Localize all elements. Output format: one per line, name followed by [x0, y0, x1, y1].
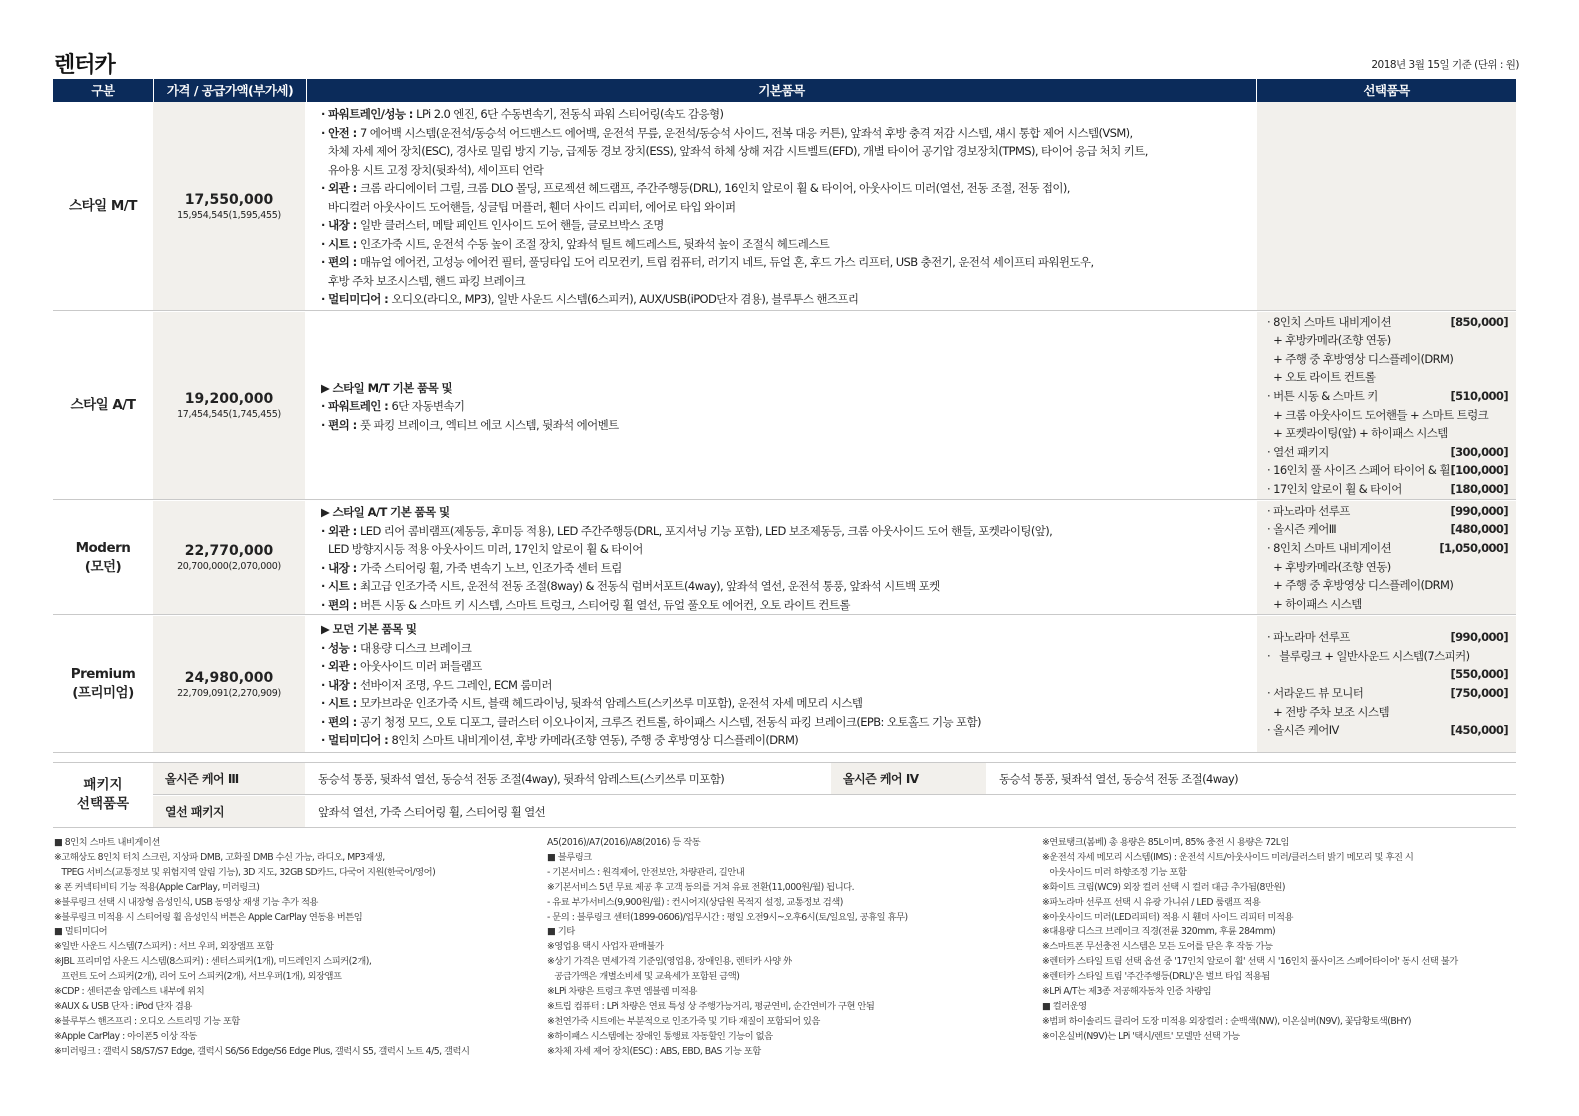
option-price: [990,000] [1450, 630, 1508, 645]
trim-name [53, 501, 153, 614]
care3-name: 올시즌 케어 Ⅲ [153, 763, 305, 794]
basic-item-text: 최고급 인조가죽 시트, 운전석 전동 조절(8way) & 전동식 럼버서포트(4way), 앞좌석 열선, 운전석 통풍, 앞좌석 시트백 포켓 [360, 579, 940, 593]
price-cell [153, 312, 305, 499]
note-line: ■ 컬러운영 [1042, 1000, 1087, 1012]
basic-item [321, 253, 1256, 272]
note-line: ※미러링크 : 갤럭시 S8/S7/S7 Edge, 갤럭시 S6/S6 Edge/S6 Edge Plus, 갤럭시 S5, 갤럭시 노트 4/5, 갤럭시 [54, 1045, 470, 1057]
note-line: ※천연가죽 시트에는 부분적으로 인조가죽 및 기타 재질이 포함되어 있음 [547, 1015, 820, 1027]
basic-item-text: 버튼 시동 & 스마트 키 시스템, 스마트 트렁크, 스티어링 휠 열선, 듀얼 풀오토 에어컨, 오토 라이트 컨트롤 [360, 597, 850, 612]
basic-item [321, 503, 1256, 522]
supply-value: 20,700,000(2,070,000) [177, 561, 281, 572]
option-name: · 파노라마 선루프 [1267, 630, 1350, 645]
care3-desc: 동승석 통풍, 뒷좌석 열선, 동승석 전동 조절(4way), 뒷좌석 암레스트(스키쓰루 미포함) [318, 771, 725, 786]
option-item [1267, 368, 1508, 387]
basic-item-label: · 편의 : [321, 255, 360, 270]
basic-item-text: 대용량 디스크 브레이크 [360, 640, 472, 655]
basic-item-text: LPi 2.0 엔진, 6단 수동변속기, 전동식 파워 스티어링(속도 감응형) [416, 107, 724, 122]
basic-item-label: · 멀티미디어 : [321, 733, 392, 748]
option-item [1267, 520, 1508, 539]
basic-item-text: 7 에어백 시스템(운전석/동승석 어드밴스드 에어백, 운전석 무릎, 운전석/동승석 사이드, 전복 대응 커튼), 앞좌석 후방 충격 저감 시스템, 섀시 통합 제어 시스템(VSM), [360, 125, 1133, 140]
option-item [1267, 684, 1508, 703]
option-item [1267, 406, 1508, 425]
basic-item-label: · 외관 : [321, 659, 360, 674]
heat-desc: 앞좌석 열선, 가죽 스티어링 휠, 스티어링 휠 열선 [318, 804, 546, 819]
basic-item-label: ▶ 스타일 M/T 기본 품목 및 [321, 380, 453, 395]
option-item [1267, 576, 1508, 595]
note-line: ※JBL 프리미엄 사운드 시스템(8스피커) : 센터스피커(1개), 미드레인지 스피커(2개), [54, 956, 372, 968]
page-title: 렌터카 [54, 53, 115, 78]
option-name: · 8인치 스마트 내비게이션 [1267, 540, 1392, 555]
supply-value: 15,954,545(1,595,455) [177, 209, 281, 221]
note-line: A5(2016)/A7(2016)/A8(2016) 등 작동 [547, 837, 701, 848]
supply-value: 22,709,091(2,270,909) [177, 687, 281, 699]
option-name: + 주행 중 후방영상 디스플레이(DRM) [1267, 578, 1454, 593]
basic-item [321, 540, 1256, 559]
basic-items [306, 102, 1256, 310]
note-line: ※범퍼 하이솔리드 클리어 도장 미적용 외장컬러 : 순백색(NW), 이온실버(N9V), 꽃담황토색(BHY) [1042, 1015, 1412, 1027]
package-row-heat [153, 796, 1516, 827]
basic-item [321, 657, 1256, 676]
basic-item-label: · 편의 : [321, 417, 360, 432]
basic-item [321, 713, 1256, 732]
note-line: ※Apple CarPlay : 아이폰5 이상 작동 [54, 1030, 197, 1042]
package-row-care [153, 763, 1516, 795]
table-row [53, 312, 1516, 500]
option-name: · 버튼 시동 & 스마트 키 [1267, 388, 1378, 403]
notes-column-3 [1042, 836, 1458, 1045]
option-price: [100,000] [1450, 463, 1508, 478]
table-row [53, 501, 1516, 615]
note-line: ※AUX & USB 단자 : iPod 단자 겸용 [54, 1000, 192, 1012]
basic-item-label: ▶ 스타일 A/T 기본 품목 및 [321, 505, 450, 519]
basic-item-label: · 멀티미디어 : [321, 292, 392, 307]
price-value: 22,770,000 [184, 543, 274, 559]
basic-item-text: 오디오(라디오, MP3), 일반 사운드 시스템(6스피커), AUX/USB(iPOD단자 겸용), 블루투스 핸즈프리 [391, 292, 859, 307]
basic-item-text: 6단 자동변속기 [391, 399, 465, 414]
header-basic: 기본품목 [758, 83, 805, 98]
basic-item-text: 모카브라운 인조가죽 시트, 블랙 헤드라이닝, 뒷좌석 암레스트(스키쓰루 미포함), 운전석 자세 메모리 시스템 [360, 696, 863, 711]
basic-item [321, 198, 1256, 217]
trim-name [53, 102, 153, 310]
basic-item-text: LED 방향지시등 적용 아웃사이드 미러, 17인치 알로이 휠 & 타이어 [328, 542, 643, 556]
option-item [1267, 350, 1508, 369]
basic-item-label: · 편의 : [321, 597, 360, 612]
basic-item [321, 397, 1256, 416]
option-name: · 16인치 풀 사이즈 스페어 타이어 & 휠 [1267, 463, 1450, 478]
basic-item-text: 공기 청정 모드, 오토 디포그, 클러스터 이오나이저, 크루즈 컨트롤, 하이패스 시스템, 전동식 파킹 브레이크(EPB: 오토홀드 기능 포함) [360, 714, 981, 729]
basic-item [321, 596, 1256, 615]
basic-item [321, 216, 1256, 235]
option-name: + 주행 중 후방영상 디스플레이(DRM) [1267, 351, 1454, 366]
note-line: 프런트 도어 스피커(2개), 리어 도어 스피커(2개), 서브우퍼(1개), 외장앰프 [54, 971, 342, 983]
note-line: TPEG 서비스(교통정보 및 위험지역 알림 기능), 3D 지도, 32GB SD카드, 다국어 지원(한국어/영어) [54, 866, 436, 878]
option-name: · 파노라마 선루프 [1267, 503, 1350, 518]
table-row [53, 616, 1516, 753]
option-item [1267, 703, 1508, 722]
basic-items [306, 616, 1256, 752]
package-label [53, 763, 153, 827]
basic-item-label: ▶ 모던 기본 품목 및 [321, 622, 417, 637]
basic-item-label: · 파워트레인/성능 : [321, 107, 417, 122]
basic-item [321, 105, 1256, 124]
option-item [1267, 558, 1508, 577]
basic-item-label: · 편의 : [321, 714, 360, 729]
basic-item-text: 풋 파킹 브레이크, 엑티브 에코 시스템, 뒷좌석 에어벤트 [360, 417, 619, 432]
note-line: ■ 멀티미디어 [54, 926, 108, 938]
price-cell [153, 102, 305, 310]
basic-item-text: 차체 자세 제어 장치(ESC), 경사로 밀림 방지 기능, 급제동 경보 장치(ESS), 앞좌석 하체 상해 저감 시트벨트(EFD), 개별 타이어 공기압 경보장치(TPMS), 타이어 응급 처치 키트, [328, 144, 1148, 159]
basic-items [306, 501, 1256, 614]
basic-item [321, 676, 1256, 695]
option-item [1267, 443, 1508, 462]
note-line: ※렌터카 스타일 트림 '주간주행등(DRL)'은 벌브 타입 적용됨 [1042, 971, 1270, 983]
option-item [1267, 480, 1508, 499]
note-line: ※기본서비스 5년 무료 제공 후 고객 동의를 거쳐 유료 전환(11,000원/월) 됩니다. [547, 881, 855, 893]
basic-item [321, 577, 1256, 596]
basic-item-label: · 시트 : [321, 579, 360, 593]
option-name: · 올시즌 케어Ⅳ [1267, 723, 1339, 738]
option-price: [480,000] [1450, 522, 1508, 537]
basic-item-text: 가죽 스티어링 휠, 가죽 변속기 노브, 인조가죽 센터 트림 [360, 560, 622, 575]
table-header [53, 79, 1516, 102]
basic-item-text: 후방 주차 보조시스템, 핸드 파킹 브레이크 [328, 273, 525, 288]
option-item [1267, 665, 1508, 684]
option-price: [1,050,000] [1439, 540, 1508, 555]
note-line: ※렌터카 스타일 트림 선택 옵션 중 '17인치 알로이 휠' 선택 시 '16인치 풀사이즈 스페어타이어' 동시 선택 불가 [1042, 956, 1458, 968]
price-cell [153, 616, 305, 752]
basic-item [321, 416, 1256, 435]
notes-column-2 [547, 836, 908, 1060]
basic-item-label: · 시트 : [321, 696, 360, 711]
package-section [53, 762, 1516, 828]
note-line: ※LPi A/T는 제3종 저공해자동차 인증 차량임 [1042, 986, 1212, 998]
date-note: 2018년 3월 15일 기준 (단위 : 원) [1371, 59, 1519, 71]
note-line: ※블루투스 핸즈프리 : 오디오 스트리밍 기능 포함 [54, 1015, 240, 1027]
basic-item-label: · 내장 : [321, 560, 360, 575]
note-line: ※상기 가격은 면세가격 기준임(영업용, 장애인용, 렌터카 사양 外 [547, 956, 792, 968]
note-line: ※트립 컴퓨터 : LPi 차량은 연료 특성 상 주행가능거리, 평균연비, 순간연비가 구현 안됨 [547, 1000, 875, 1012]
option-items [1257, 501, 1516, 614]
basic-item-text: LED 리어 콤비램프(제동등, 후미등 적용), LED 주간주행등(DRL, 포지셔닝 기능 포함), LED 보조제동등, 크롬 아웃사이드 도어 핸들, 포켓라이팅(앞), [360, 523, 1053, 538]
option-item [1267, 628, 1508, 647]
basic-item [321, 639, 1256, 658]
note-line: - 유료 부가서비스(9,900원/월) : 컨시어지(상담원 목적지 설정, 교통정보 검색) [547, 896, 843, 908]
note-line: 아웃사이드 미러 하향조정 기능 포함 [1042, 866, 1187, 878]
option-price: [550,000] [1450, 667, 1508, 682]
basic-item-label: · 안전 : [321, 125, 360, 140]
trim-name [53, 616, 153, 752]
header-options: 선택품목 [1363, 83, 1410, 98]
note-line: ※고해상도 8인치 터치 스크린, 지상파 DMB, 고화질 DMB 수신 가능, 라디오, MP3재생, [54, 851, 385, 863]
basic-item-label: · 파워트레인 : [321, 399, 392, 414]
option-price: [750,000] [1450, 686, 1508, 700]
note-line: ※하이패스 시스템에는 장애인 통행료 자동할인 기능이 없음 [547, 1030, 773, 1042]
option-name: · 8인치 스마트 내비게이션 [1267, 314, 1392, 329]
option-price: [450,000] [1450, 723, 1508, 738]
package-label-line: 패키지 [83, 777, 123, 793]
heat-name: 열선 패키지 [153, 796, 305, 827]
basic-item [321, 235, 1256, 254]
note-line: ※대용량 디스크 브레이크 직경(전륜 320mm, 후륜 284mm) [1042, 926, 1276, 938]
option-name: + 하이패스 시스템 [1267, 596, 1362, 611]
note-line: ※이온실버(N9V)는 LPi '택시/렌트' 모델만 선택 가능 [1042, 1030, 1240, 1042]
option-item [1267, 424, 1508, 443]
trim-name [53, 312, 153, 499]
option-items [1257, 616, 1516, 752]
option-item [1267, 502, 1508, 521]
price-value: 19,200,000 [184, 391, 274, 407]
note-line: ※블루링크 선택 시 내장형 음성인식, USB 동영상 재생 기능 추가 적용 [54, 896, 318, 908]
option-name: · 서라운드 뷰 모니터 [1267, 686, 1364, 700]
basic-item [321, 142, 1256, 161]
note-line: ※LPi 차량은 트렁크 후면 엠블렘 미적용 [547, 986, 697, 998]
option-name: · 올시즌 케어Ⅲ [1267, 522, 1337, 537]
note-line: - 문의 : 블루링크 센터(1899-0606)/업무시간 : 평일 오전9시~오후6시(토/일요일, 공휴일 휴무) [547, 911, 908, 923]
note-line: ■ 8인치 스마트 내비게이션 [54, 837, 160, 848]
basic-items [306, 312, 1256, 499]
note-line: ※아웃사이드 미러(LED리피터) 적용 시 휀더 사이드 리피터 미적용 [1042, 911, 1293, 923]
supply-value: 17,454,545(1,745,455) [177, 409, 281, 420]
option-item [1267, 313, 1508, 332]
trim-name-line: 스타일 M/T [69, 197, 137, 214]
note-line: ※연료탱크(봄베) 총 용량은 85L이며, 85% 충전 시 용량은 72L임 [1042, 837, 1289, 848]
option-name: + 전방 주차 보조 시스템 [1267, 704, 1389, 719]
price-cell [153, 501, 305, 614]
note-line: ※CDP : 센터콘솔 암레스트 내부에 위치 [54, 986, 205, 998]
option-item [1267, 331, 1508, 350]
note-line: ※차체 자세 제어 장치(ESC) : ABS, EBD, BAS 기능 포함 [547, 1045, 761, 1057]
option-item [1267, 387, 1508, 406]
option-price: [180,000] [1450, 481, 1508, 496]
basic-item-label: · 내장 : [321, 677, 360, 692]
care4-name: 올시즌 케어 Ⅳ [831, 763, 986, 794]
basic-item-text: 8인치 스마트 내비게이션, 후방 카메라(조향 연동), 주행 중 후방영상 디스플레이(DRM) [391, 733, 799, 748]
basic-item-text: 아웃사이드 미러 퍼들램프 [360, 659, 482, 674]
basic-item [321, 559, 1256, 578]
basic-item [321, 379, 1256, 398]
note-line: ※화이트 크림(WC9) 외장 컬러 선택 시 컬러 대금 추가됨(8만원) [1042, 881, 1286, 893]
option-name: + 포켓라이팅(앞) + 하이패스 시스템 [1267, 426, 1448, 441]
price-value: 24,980,000 [184, 669, 274, 686]
option-item [1267, 461, 1508, 480]
header-category: 구분 [91, 83, 115, 98]
option-items [1257, 102, 1516, 310]
basic-item-label: · 내장 : [321, 218, 360, 233]
option-name: · 블루링크 + 일반사운드 시스템(7스피커) [1267, 648, 1470, 663]
table-row [53, 102, 1516, 311]
basic-item [321, 179, 1256, 198]
option-price: [850,000] [1450, 314, 1508, 329]
basic-item-label: · 외관 : [321, 523, 360, 538]
note-line: - 기본서비스 : 원격제어, 안전보안, 차량관리, 길안내 [547, 866, 745, 878]
basic-item-text: 바디컬러 아웃사이드 도어핸들, 싱글팁 머플러, 휀더 사이드 리피터, 에어로 타입 와이퍼 [328, 199, 736, 214]
basic-item-label: · 외관 : [321, 181, 360, 196]
note-line: ※일반 사운드 시스템(7스피커) : 서브 우퍼, 외장앰프 포함 [54, 941, 274, 953]
basic-item-label: · 성능 : [321, 640, 360, 655]
basic-item-text: 인조가죽 시트, 운전석 수동 높이 조절 장치, 앞좌석 틸트 헤드레스트, 뒷좌석 높이 조절식 헤드레스트 [360, 236, 830, 251]
package-label-line: 선택품목 [76, 796, 130, 812]
option-item [1267, 595, 1508, 614]
option-item [1267, 539, 1508, 558]
basic-item [321, 124, 1256, 143]
note-line: ※영업용 택시 사업자 판매불가 [547, 941, 664, 953]
option-price: [300,000] [1450, 444, 1508, 459]
basic-item [321, 731, 1256, 750]
basic-item [321, 522, 1256, 541]
basic-item [321, 694, 1256, 713]
option-name: + 오토 라이트 컨트롤 [1267, 370, 1376, 385]
price-value: 17,550,000 [184, 191, 274, 208]
option-name: + 크롬 아웃사이드 도어핸들 + 스마트 트렁크 [1267, 407, 1489, 422]
basic-item-text: 선바이저 조명, 우드 그레인, ECM 룸미러 [360, 677, 552, 692]
option-item [1267, 721, 1508, 740]
option-price: [510,000] [1450, 388, 1508, 403]
basic-item [321, 161, 1256, 180]
trim-name-line: Premium [70, 666, 136, 682]
note-line: ■ 기타 [547, 926, 575, 938]
note-line: ※스마트폰 무선충전 시스템은 모든 도어를 닫은 후 작동 가능 [1042, 941, 1273, 953]
option-items [1257, 312, 1516, 499]
basic-item-label: · 시트 : [321, 236, 360, 251]
option-price: [990,000] [1450, 503, 1508, 518]
option-item [1267, 647, 1508, 666]
option-name: · 17인치 알로이 휠 & 타이어 [1267, 481, 1402, 496]
note-line: ※파노라마 선루프 선택 시 유광 가니쉬 / LED 룸램프 적용 [1042, 896, 1261, 908]
basic-item-text: 일반 클러스터, 메탈 페인트 인사이드 도어 핸들, 글로브박스 조명 [360, 218, 664, 233]
option-name: + 후방카메라(조향 연동) [1267, 559, 1391, 574]
notes-column-1 [54, 836, 470, 1060]
note-line: ■ 블루링크 [547, 851, 592, 863]
basic-item-text: 유아용 시트 고정 장치(뒷좌석), 세이프티 언락 [328, 162, 544, 177]
note-line: ※운전석 자세 메모리 시스템(IMS) : 운전석 시트/아웃사이드 미러/클러스터 밝기 메모리 및 후진 시 [1042, 851, 1414, 863]
basic-item [321, 272, 1256, 291]
basic-item-text: 매뉴얼 에어컨, 고성능 에어컨 필터, 풀딩타입 도어 리모컨키, 트립 컴퓨터, 러기지 네트, 듀얼 혼, 후드 가스 리프터, USB 충전기, 운전석 세이프티 파워윈도우, [360, 255, 1094, 270]
option-name: + 후방카메라(조향 연동) [1267, 333, 1391, 348]
trim-name-line: (모던) [84, 558, 122, 575]
note-line: 공급가액은 개별소비세 및 교육세가 포함된 금액) [547, 971, 740, 983]
basic-item-text: 크롬 라디에이터 그릴, 크롬 DLO 몰딩, 프로젝션 헤드램프, 주간주행등(DRL), 16인치 알로이 휠 & 타이어, 아웃사이드 미러(열선, 전동 조절, 전동 접이), [360, 181, 1070, 196]
trim-name-line: (프리미엄) [72, 685, 134, 701]
trim-name-line: Modern [75, 539, 131, 556]
care4-desc: 동승석 통풍, 뒷좌석 열선, 동승석 전동 조절(4way) [999, 771, 1239, 786]
trim-name-line: 스타일 A/T [70, 397, 136, 413]
option-name: · 열선 패키지 [1267, 444, 1329, 459]
note-line: ※블루링크 미적용 시 스티어링 휠 음성인식 버튼은 Apple CarPlay 연동용 버튼임 [54, 911, 363, 923]
basic-item [321, 620, 1256, 639]
header-price: 가격 / 공급가액(부가세) [166, 83, 294, 98]
basic-item [321, 290, 1256, 309]
note-line: ※ 폰 커넥티비티 기능 적용(Apple CarPlay, 미러링크) [54, 881, 260, 893]
